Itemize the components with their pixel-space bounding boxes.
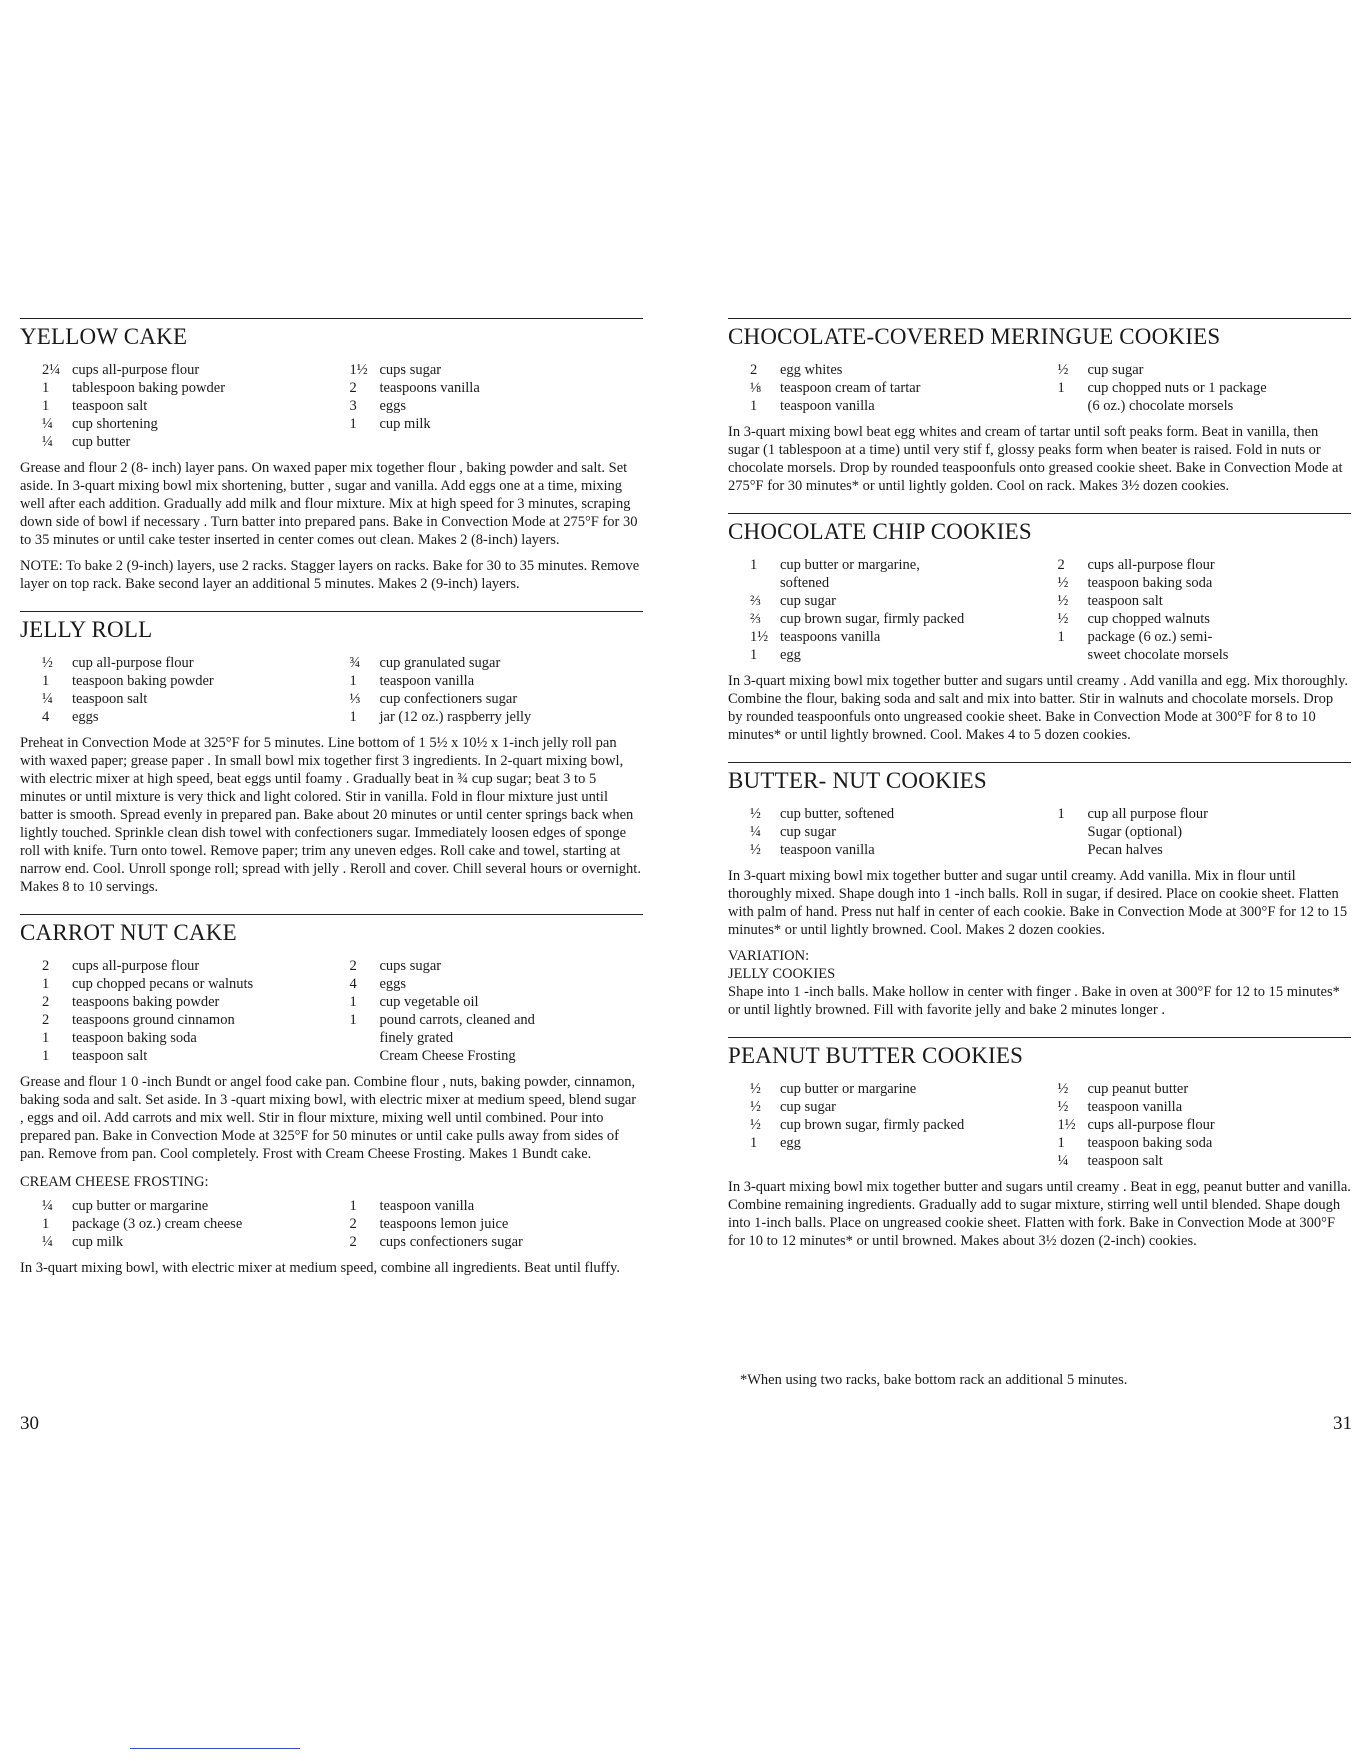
ingredient-name: cups all-purpose flour	[1087, 1117, 1215, 1133]
ingredient-quantity: 2	[1057, 557, 1065, 573]
recipe-title: CHOCOLATE CHIP COOKIES	[728, 513, 1351, 546]
ingredient-name: teaspoon salt	[72, 1048, 148, 1064]
ingredient-name: cups confectioners sugar	[379, 1234, 523, 1250]
ingredient-row	[750, 610, 1044, 628]
recipe-title: CARROT NUT CAKE	[20, 914, 643, 947]
ingredient-name: Cream Cheese Frosting	[379, 1048, 516, 1064]
instructions-paragraph: In 3-quart mixing bowl beat egg whites and cream of tartar until soft peaks form. Beat in vanilla, then sugar (1 tablespoon at a time) until very stif f, glossy peaks form when beater is raised. Fold in nuts or chocolate morsels. Drop by rounded teaspoonfuls onto greased cookie sheet. Bake in Convection Mode at 275°F for 30 minutes* or until lightly golden. Cool on rack. Makes 3½ dozen cookies.	[728, 424, 1343, 494]
ingredient-row	[42, 957, 336, 975]
ingredient-name: cup butter or margarine	[72, 1198, 209, 1214]
ingredient-row	[350, 957, 644, 975]
ingredient-list	[750, 1080, 1044, 1170]
ingredient-quantity: 1	[42, 398, 50, 414]
ingredient-name: teaspoon vanilla	[780, 842, 875, 858]
ingredient-quantity: 1	[1057, 806, 1065, 822]
recipe	[20, 914, 643, 1277]
ingredient-name: cup sugar	[780, 1099, 836, 1115]
ingredient-row	[42, 1047, 336, 1065]
ingredients	[750, 361, 1351, 415]
ingredient-list	[1058, 556, 1352, 664]
ingredient-name: eggs	[379, 398, 407, 414]
ingredient-row	[750, 556, 1044, 592]
ingredient-name: cup butter or margarine	[780, 1081, 917, 1097]
ingredient-list	[42, 1197, 336, 1251]
ingredient-quantity: 1	[349, 673, 357, 689]
ingredient-name: cup shortening	[72, 416, 158, 432]
ingredient-row	[750, 1134, 1044, 1152]
ingredient-name: eggs	[379, 976, 407, 992]
ingredient-quantity: ¼	[42, 434, 53, 450]
ingredient-quantity: ½	[42, 655, 53, 671]
ingredient-list	[1058, 1080, 1352, 1170]
ingredient-quantity: 1	[42, 1216, 50, 1232]
ingredient-quantity: 2	[42, 1012, 50, 1028]
ingredient-name: teaspoon salt	[72, 398, 148, 414]
ingredients	[42, 654, 643, 726]
ingredient-row	[750, 379, 1044, 397]
ingredient-quantity: 2	[42, 994, 50, 1010]
ingredient-quantity: ¼	[42, 1234, 53, 1250]
ingredient-row	[750, 1080, 1044, 1098]
ingredient-quantity: 1	[42, 673, 50, 689]
instructions-paragraph: In 3-quart mixing bowl mix together butter and sugars until creamy . Beat in egg, peanut butter and vanilla. Combine remaining ingredients. Gradually add to sugar mixture, stirring well until blended. Shape dough into 1-inch balls. Place on ungreased cookie sheet. Flatten with fork. Bake in Convection Mode at 300°F for 10 to 12 minutes* or until browned. Makes about 3½ dozen (2-inch) cookies.	[728, 1179, 1351, 1249]
ingredient-name: teaspoon salt	[72, 691, 148, 707]
ingredient-quantity: ½	[750, 842, 761, 858]
recipe-title: YELLOW CAKE	[20, 318, 643, 351]
ingredient-name: cup sugar	[1087, 362, 1144, 378]
ingredient-name: cup butter or margarine, softened	[780, 557, 920, 591]
frosting-title: CREAM CHEESE FROSTING:	[20, 1174, 209, 1190]
ingredient-quantity: 1	[750, 1135, 758, 1151]
ingredient-list	[1058, 805, 1352, 859]
recipe	[20, 318, 643, 593]
frosting-instructions: In 3-quart mixing bowl, with electric mixer at medium speed, combine all ingredients. Beat until fluffy.	[20, 1260, 620, 1276]
ingredient-row	[42, 397, 336, 415]
ingredient-quantity: ⅔	[750, 593, 761, 609]
ingredient-row	[42, 993, 336, 1011]
ingredient-row	[750, 841, 1044, 859]
ingredient-row	[750, 823, 1044, 841]
ingredient-quantity: ½	[1057, 1081, 1069, 1097]
ingredient-name: tablespoon baking powder	[72, 380, 226, 396]
instructions-paragraph: In 3-quart mixing bowl mix together butter and sugar until creamy. Add vanilla. Mix in flour until thoroughly mixed. Shape dough into 1 -inch balls. Roll in sugar, if desired. Place on cookie sheet. Flatten with palm of hand. Press nut half in center of each cookie. Bake in Convection Mode at 300°F for 12 to 15 minutes* or until lightly browned. Cool. Makes 2 dozen cookies.	[728, 868, 1348, 938]
ingredient-row	[750, 646, 1044, 664]
ingredient-quantity: ⅓	[349, 691, 361, 707]
ingredient-name: cup peanut butter	[1087, 1081, 1189, 1097]
ingredient-quantity: 1½	[1057, 1117, 1076, 1133]
ingredient-row	[42, 415, 336, 433]
ingredient-name: teaspoons vanilla	[780, 629, 881, 645]
ingredient-row	[350, 975, 644, 993]
instructions-paragraph: Grease and flour 1 0 -inch Bundt or angel food cake pan. Combine flour , nuts, baking powder, cinnamon, baking soda and salt. Set aside. In 3 -quart mixing bowl, with electric mixer at medium speed, blend sugar , eggs and oil. Add carrots and mix well. Stir in flour mixture, mixing well until combined. Pour into prepared pan. Bake in Convection Mode at 325°F for 50 minutes or until cake pulls away from sides of pan. Remove from pan. Cool completely. Frost with Cream Cheese Frosting. Makes 1 Bundt cake.	[20, 1074, 637, 1162]
ingredient-quantity: 1	[42, 1048, 50, 1064]
ingredient-quantity: ½	[1057, 611, 1069, 627]
ingredient-quantity: 2	[750, 362, 758, 378]
ingredient-row	[1058, 592, 1352, 610]
ingredient-list	[1058, 361, 1352, 415]
ingredient-row	[42, 1197, 336, 1215]
ingredient-row	[1058, 841, 1352, 859]
ingredient-name: teaspoons baking powder	[72, 994, 220, 1010]
ingredient-row	[1058, 379, 1352, 415]
instructions-paragraph: Grease and flour 2 (8- inch) layer pans. On waxed paper mix together flour , baking powder and salt. Set aside. In 3-quart mixing bowl mix shortening, butter , sugar and vanilla. Add eggs one at a time, mixing well after each addition. Gradually add milk and flour mixture. Mix at high speed for 3 minutes, scraping down side of bowl if necessary . Turn batter into prepared pans. Bake in Convection Mode at 275°F for 30 to 35 minutes or until cake tester inserted in center comes out clean. Makes 2 (8-inch) layers.	[20, 460, 638, 548]
ingredient-name: cup brown sugar, firmly packed	[780, 1117, 965, 1133]
ingredient-row	[1058, 610, 1352, 628]
ingredient-name: egg	[780, 1135, 801, 1151]
ingredient-row	[350, 690, 644, 708]
ingredient-quantity: ½	[750, 1099, 761, 1115]
ingredient-row	[1058, 1080, 1352, 1098]
ingredient-quantity	[1058, 841, 1088, 859]
ingredient-row	[1058, 1134, 1352, 1152]
ingredient-row	[750, 805, 1044, 823]
ingredient-quantity: 1½	[750, 629, 769, 645]
ingredient-row	[42, 690, 336, 708]
ingredient-quantity: ⅔	[750, 611, 761, 627]
ingredient-name: jar (12 oz.) raspberry jelly	[379, 709, 532, 725]
ingredient-quantity: 1	[349, 1198, 357, 1214]
ingredient-quantity: 1	[750, 398, 758, 414]
recipe	[20, 611, 643, 896]
ingredient-quantity: ¼	[750, 824, 761, 840]
ingredient-row	[1058, 823, 1352, 841]
ingredient-list	[350, 361, 644, 451]
ingredient-row	[1058, 1152, 1352, 1170]
ingredient-list	[750, 805, 1044, 859]
ingredient-name: cup butter	[72, 434, 131, 450]
ingredient-name: cup sugar	[780, 593, 836, 609]
ingredient-quantity: ½	[1057, 1099, 1069, 1115]
ingredient-name: cups sugar	[379, 958, 442, 974]
page-number-left: 30	[20, 1413, 39, 1434]
ingredient-row	[1058, 1098, 1352, 1116]
ingredient-row	[350, 397, 644, 415]
ingredient-row	[42, 1011, 336, 1029]
ingredient-quantity: 2	[349, 1216, 357, 1232]
ingredient-row	[1058, 805, 1352, 823]
ingredient-row	[350, 1233, 644, 1251]
ingredient-name: egg whites	[780, 362, 843, 378]
ingredient-name: teaspoon baking soda	[72, 1030, 197, 1046]
bottom-rule	[130, 1748, 300, 1749]
ingredient-name: cups all-purpose flour	[1087, 557, 1215, 573]
recipe-title: JELLY ROLL	[20, 611, 643, 644]
left-page-column	[20, 318, 643, 1295]
ingredients	[42, 361, 643, 451]
recipe	[728, 318, 1351, 495]
ingredient-list	[750, 361, 1044, 415]
ingredient-name: cup milk	[72, 1234, 124, 1250]
ingredient-name: teaspoons lemon juice	[379, 1216, 509, 1232]
ingredient-name: cups all-purpose flour	[72, 958, 200, 974]
ingredient-quantity	[1058, 823, 1088, 841]
ingredient-row	[750, 397, 1044, 415]
ingredient-quantity: 2	[42, 958, 50, 974]
right-page-column	[728, 318, 1351, 1268]
ingredient-quantity: 2	[349, 1234, 357, 1250]
ingredient-row	[750, 1116, 1044, 1134]
variation-name: JELLY COOKIES	[728, 966, 836, 982]
ingredient-name: teaspoon baking powder	[72, 673, 214, 689]
ingredient-row	[42, 1029, 336, 1047]
ingredient-quantity: 1	[1057, 380, 1065, 396]
ingredient-row	[1058, 556, 1352, 574]
page-number-right: 31	[1333, 1413, 1352, 1434]
ingredient-row	[350, 379, 644, 397]
recipe-title: CHOCOLATE-COVERED MERINGUE COOKIES	[728, 318, 1351, 351]
ingredient-row	[42, 708, 336, 726]
ingredient-name: cup all-purpose flour	[72, 655, 194, 671]
ingredient-row	[42, 1215, 336, 1233]
ingredient-quantity: 2	[349, 958, 357, 974]
ingredient-quantity: 1	[42, 380, 50, 396]
ingredient-quantity: 2	[349, 380, 357, 396]
recipe-title: PEANUT BUTTER COOKIES	[728, 1037, 1351, 1070]
ingredient-row	[42, 1233, 336, 1251]
ingredient-row	[750, 1098, 1044, 1116]
ingredient-row	[42, 654, 336, 672]
ingredient-name: teaspoon cream of tartar	[780, 380, 921, 396]
ingredient-quantity: 1½	[349, 362, 368, 378]
ingredient-name: teaspoon salt	[1087, 1153, 1163, 1169]
recipe	[728, 1037, 1351, 1250]
ingredients	[42, 957, 643, 1065]
recipe-title: BUTTER- NUT COOKIES	[728, 762, 1351, 795]
ingredient-row	[750, 628, 1044, 646]
ingredient-quantity: ½	[750, 1117, 761, 1133]
ingredient-name: cup chopped walnuts	[1087, 611, 1210, 627]
ingredient-quantity: 3	[349, 398, 357, 414]
ingredient-name: cups sugar	[379, 362, 442, 378]
ingredient-list	[42, 654, 336, 726]
ingredient-quantity: ½	[750, 806, 761, 822]
ingredient-row	[1058, 361, 1352, 379]
variation-label: VARIATION:	[728, 948, 810, 964]
ingredient-quantity: 1	[1057, 629, 1065, 645]
ingredient-quantity: 1	[750, 557, 758, 573]
ingredient-row	[350, 672, 644, 690]
ingredient-quantity: 4	[42, 709, 50, 725]
ingredient-row	[1058, 1116, 1352, 1134]
ingredient-name: teaspoon vanilla	[1087, 1099, 1183, 1115]
ingredient-quantity: ½	[1057, 362, 1069, 378]
ingredient-name: cup all purpose flour	[1087, 806, 1208, 822]
ingredient-row	[42, 379, 336, 397]
ingredient-name: cup vegetable oil	[379, 994, 479, 1010]
ingredient-quantity: ½	[1057, 593, 1069, 609]
ingredient-name: cup sugar	[780, 824, 836, 840]
recipe	[728, 762, 1351, 1019]
ingredient-list	[750, 556, 1044, 664]
ingredient-row	[350, 708, 644, 726]
ingredient-quantity: ½	[1057, 575, 1069, 591]
ingredient-quantity: ¼	[42, 416, 53, 432]
ingredient-quantity: 1	[1057, 1135, 1065, 1151]
ingredient-quantity: ¼	[42, 691, 53, 707]
ingredient-quantity: 1	[349, 1012, 357, 1028]
baking-footnote: *When using two racks, bake bottom rack an additional 5 minutes.	[740, 1372, 1128, 1388]
ingredient-name: cup confectioners sugar	[379, 691, 518, 707]
ingredient-name: Sugar (optional)	[1087, 824, 1183, 840]
ingredient-name: Pecan halves	[1087, 842, 1163, 858]
ingredient-row	[1058, 628, 1352, 664]
ingredient-row	[350, 415, 644, 433]
ingredient-name: teaspoon baking soda	[1087, 575, 1213, 591]
ingredient-quantity: 1	[349, 709, 357, 725]
ingredient-name: cup butter, softened	[780, 806, 895, 822]
ingredient-list	[42, 957, 336, 1065]
ingredient-row	[350, 1047, 644, 1065]
ingredient-row	[350, 361, 644, 379]
ingredient-list	[350, 1197, 644, 1251]
ingredient-quantity	[350, 1047, 380, 1065]
ingredient-row	[42, 975, 336, 993]
ingredient-quantity: 4	[349, 976, 357, 992]
ingredients	[750, 1080, 1351, 1170]
ingredient-quantity: ⅛	[750, 380, 761, 396]
ingredient-quantity: 2¼	[42, 362, 61, 378]
ingredient-quantity: 1	[750, 647, 758, 663]
ingredient-quantity: ¾	[349, 655, 361, 671]
ingredient-name: pound carrots, cleaned and finely grated	[379, 1012, 535, 1046]
ingredient-name: cup chopped pecans or walnuts	[72, 976, 254, 992]
ingredient-name: teaspoon vanilla	[780, 398, 875, 414]
ingredient-name: package (3 oz.) cream cheese	[72, 1216, 243, 1232]
instructions-paragraph: NOTE: To bake 2 (9-inch) layers, use 2 racks. Stagger layers on racks. Bake for 30 to 35 minutes. Remove layer on top rack. Bake second layer an additional 5 minutes. Makes 2 (9-inch) layers.	[20, 558, 640, 592]
ingredient-name: teaspoon baking soda	[1087, 1135, 1213, 1151]
ingredient-name: teaspoons ground cinnamon	[72, 1012, 235, 1028]
recipe	[728, 513, 1351, 744]
ingredient-row	[350, 993, 644, 1011]
ingredient-row	[350, 1197, 644, 1215]
ingredient-quantity: 1	[349, 994, 357, 1010]
ingredient-quantity: ¼	[1057, 1153, 1069, 1169]
ingredient-row	[42, 433, 336, 451]
ingredient-list	[350, 654, 644, 726]
ingredient-name: cup brown sugar, firmly packed	[780, 611, 965, 627]
ingredient-row	[42, 361, 336, 379]
ingredient-name: teaspoon vanilla	[379, 1198, 475, 1214]
ingredient-quantity: ½	[750, 1081, 761, 1097]
ingredient-list	[350, 957, 644, 1065]
ingredient-row	[750, 592, 1044, 610]
instructions-paragraph: Preheat in Convection Mode at 325°F for 5 minutes. Line bottom of 1 5½ x 10½ x 1-inch jelly roll pan with waxed paper; grease paper . In small bowl mix together first 3 ingredients. In 2-quart mixing bowl, with electric mixer at high speed, beat eggs until foamy . Gradually beat in ¾ cup sugar; beat 3 to 5 minutes or until mixture is very thick and light colored. Stir in vanilla. Fold in flour mixture just until batter is smooth. Spread evenly in prepared pan. Bake about 20 minutes or until center springs back when lightly touched. Sprinkle clean dish towel with confectioners sugar. Immediately loosen edges of sponge roll with knife. Turn onto towel. Remove paper; trim any uneven edges. Roll cake and towel, starting at narrow end. Cool. Unroll sponge roll; spread with jelly . Reroll and cover. Chill several hours or overnight. Makes 8 to 10 servings.	[20, 735, 641, 895]
ingredient-quantity: 1	[42, 1030, 50, 1046]
frosting-ingredients	[42, 1197, 643, 1251]
ingredient-row	[42, 672, 336, 690]
ingredient-name: teaspoons vanilla	[379, 380, 480, 396]
ingredient-name: cup milk	[379, 416, 431, 432]
instructions-paragraph: In 3-quart mixing bowl mix together butter and sugars until creamy . Add vanilla and egg. Mix thoroughly. Combine the flour, baking soda and salt and mix into batter. Stir in walnuts and chocolate morsels. Drop by rounded teaspoonfuls onto ungreased cookie sheet. Bake in Convection Mode at 300°F for 8 to 10 minutes* or until lightly browned. Cool. Makes 4 to 5 dozen cookies.	[728, 673, 1349, 743]
ingredient-name: eggs	[72, 709, 99, 725]
variation-instructions: Shape into 1 -inch balls. Make hollow in center with finger . Bake in oven at 300°F for 12 to 15 minutes* or until lightly browned. Fill with favorite jelly and bake 2 minutes longer .	[728, 984, 1340, 1018]
ingredient-row	[350, 654, 644, 672]
ingredient-row	[350, 1011, 644, 1047]
ingredient-quantity: 1	[42, 976, 50, 992]
ingredient-name: package (6 oz.) semi- sweet chocolate morsels	[1087, 629, 1229, 663]
ingredient-name: egg	[780, 647, 801, 663]
ingredient-quantity: 1	[349, 416, 357, 432]
ingredients	[750, 805, 1351, 859]
ingredient-name: teaspoon vanilla	[379, 673, 475, 689]
ingredient-row	[1058, 574, 1352, 592]
ingredient-row	[350, 1215, 644, 1233]
ingredient-row	[750, 361, 1044, 379]
ingredient-name: teaspoon salt	[1087, 593, 1163, 609]
ingredients	[750, 556, 1351, 664]
ingredient-name: cups all-purpose flour	[72, 362, 200, 378]
ingredient-name: cup granulated sugar	[379, 655, 501, 671]
ingredient-name: cup chopped nuts or 1 package (6 oz.) chocolate morsels	[1087, 380, 1267, 414]
ingredient-quantity: ¼	[42, 1198, 53, 1214]
ingredient-list	[42, 361, 336, 451]
